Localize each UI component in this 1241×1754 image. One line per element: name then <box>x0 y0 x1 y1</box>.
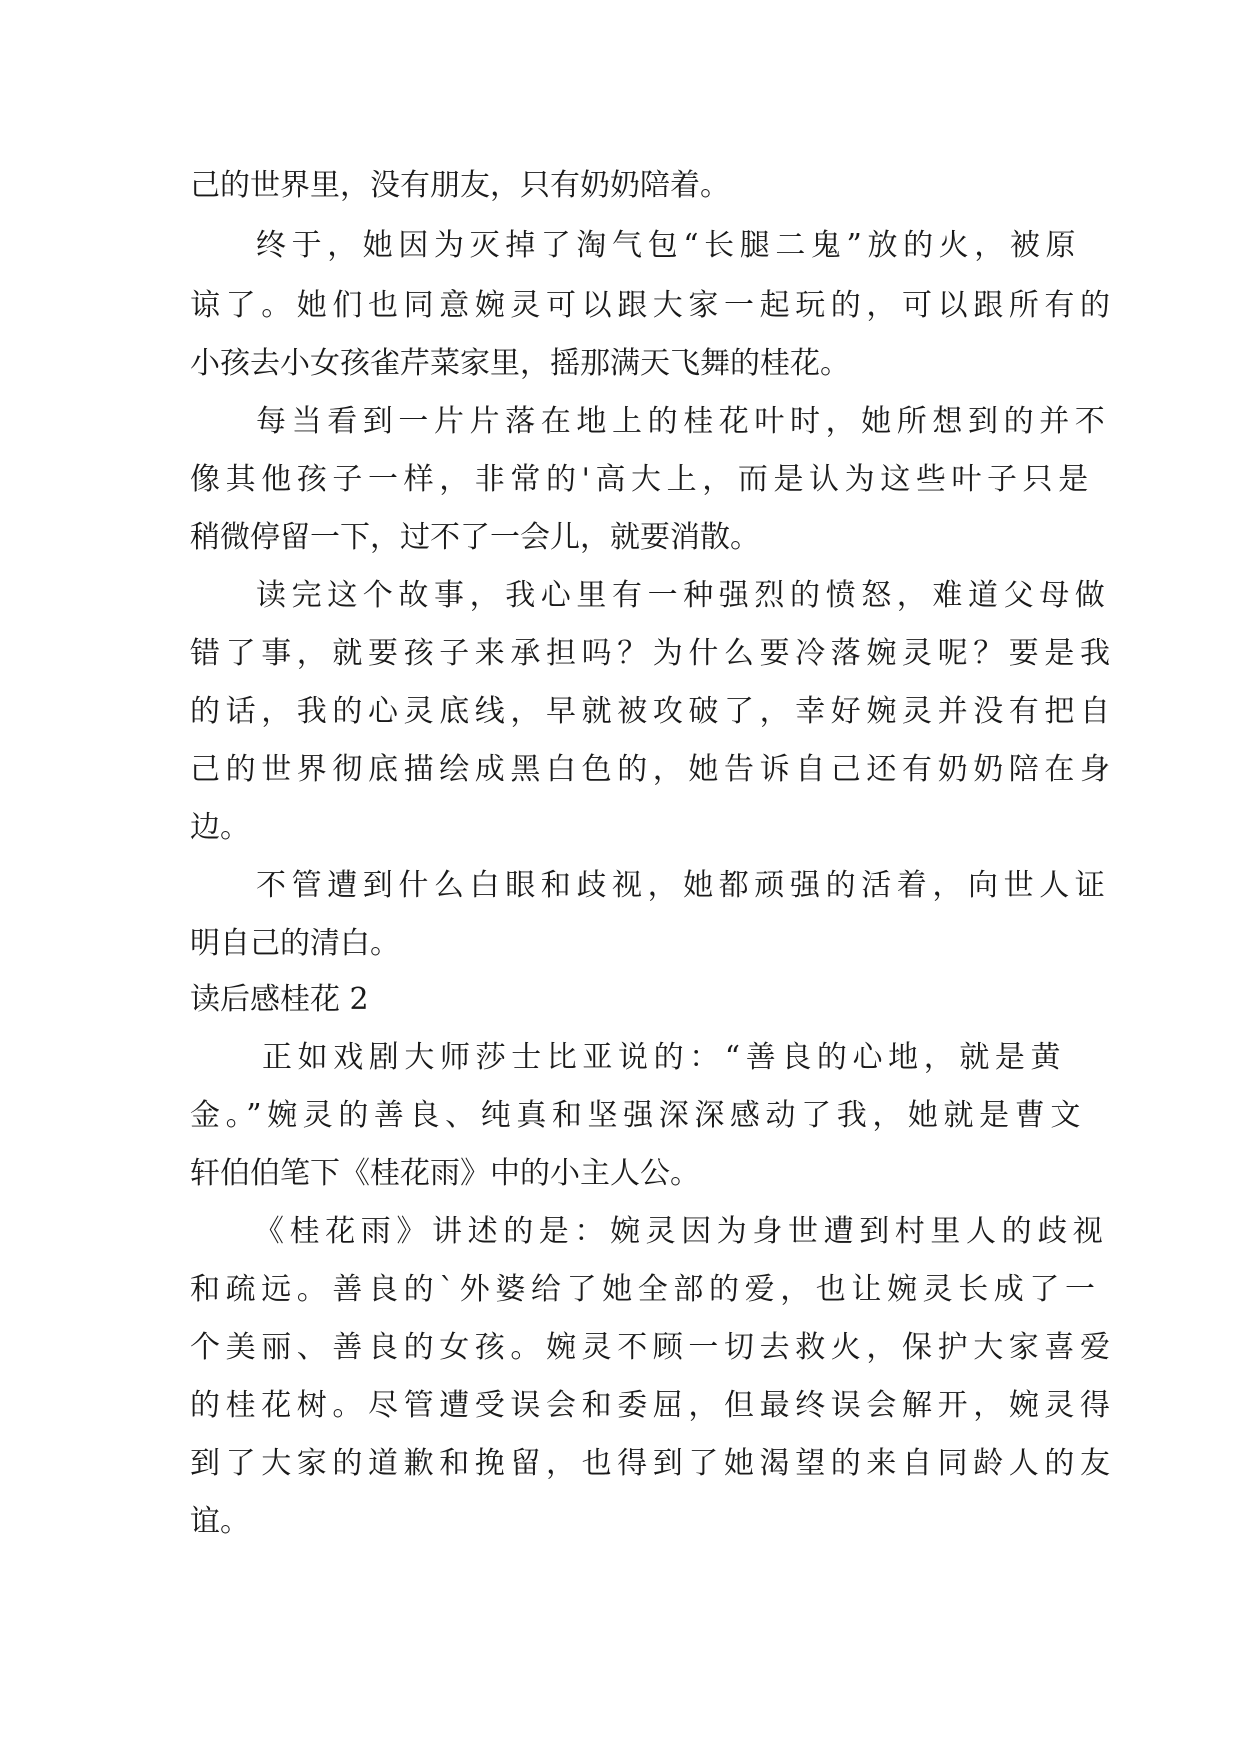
text-line: 正如戏剧大师莎士比亚说的：“善良的心地，就是黄 <box>262 1040 1067 1075</box>
text-line: 《桂花雨》讲述的是：婉灵因为身世遭到村里人的歧视 <box>254 1214 1109 1249</box>
text-line: 个美丽、善良的女孩。婉灵不顾一切去救火，保护大家喜爱 <box>190 1330 1116 1365</box>
text-line: 的话，我的心灵底线，早就被攻破了，幸好婉灵并没有把自 <box>190 694 1116 729</box>
text-line: 终于，她因为灭掉了淘气包“长腿二鬼”放的火，被原 <box>256 228 1082 263</box>
text-line: 不管遭到什么白眼和歧视，她都顽强的活着，向世人证 <box>256 868 1111 903</box>
text-line: 错了事，就要孩子来承担吗？为什么要冷落婉灵呢？要是我 <box>190 636 1116 671</box>
text-line: 的桂花树。尽管遭受误会和委屈，但最终误会解开，婉灵得 <box>190 1388 1116 1423</box>
text-line: 己的世界彻底描绘成黑白色的，她告诉自己还有奶奶陪在身 <box>190 752 1116 787</box>
text-line: 读完这个故事，我心里有一种强烈的愤怒，难道父母做 <box>256 578 1111 613</box>
text-line: 和疏远。善良的`外婆给了她全部的爱，也让婉灵长成了一 <box>190 1272 1101 1307</box>
text-line: 稍微停留一下，过不了一会儿，就要消散。 <box>190 520 760 555</box>
text-line: 金。”婉灵的善良、纯真和坚强深深感动了我，她就是曹文 <box>190 1098 1086 1133</box>
text-line: 像其他孩子一样，非常的'高大上，而是认为这些叶子只是 <box>190 462 1094 497</box>
text-line: 边。 <box>190 810 250 845</box>
text-line: 轩伯伯笔下《桂花雨》中的小主人公。 <box>190 1156 700 1191</box>
text-line: 己的世界里，没有朋友，只有奶奶陪着。 <box>190 168 730 203</box>
text-line: 到了大家的道歉和挽留，也得到了她渴望的来自同龄人的友 <box>190 1446 1116 1481</box>
section-heading: 读后感桂花 2 <box>190 982 369 1017</box>
text-line: 小孩去小女孩雀芹菜家里，摇那满天飞舞的桂花。 <box>190 346 850 381</box>
text-line: 谊。 <box>190 1504 250 1539</box>
text-line: 每当看到一片片落在地上的桂花叶时，她所想到的并不 <box>256 404 1111 439</box>
text-line: 谅了。她们也同意婉灵可以跟大家一起玩的，可以跟所有的 <box>190 288 1116 323</box>
text-line: 明自己的清白。 <box>190 926 400 961</box>
